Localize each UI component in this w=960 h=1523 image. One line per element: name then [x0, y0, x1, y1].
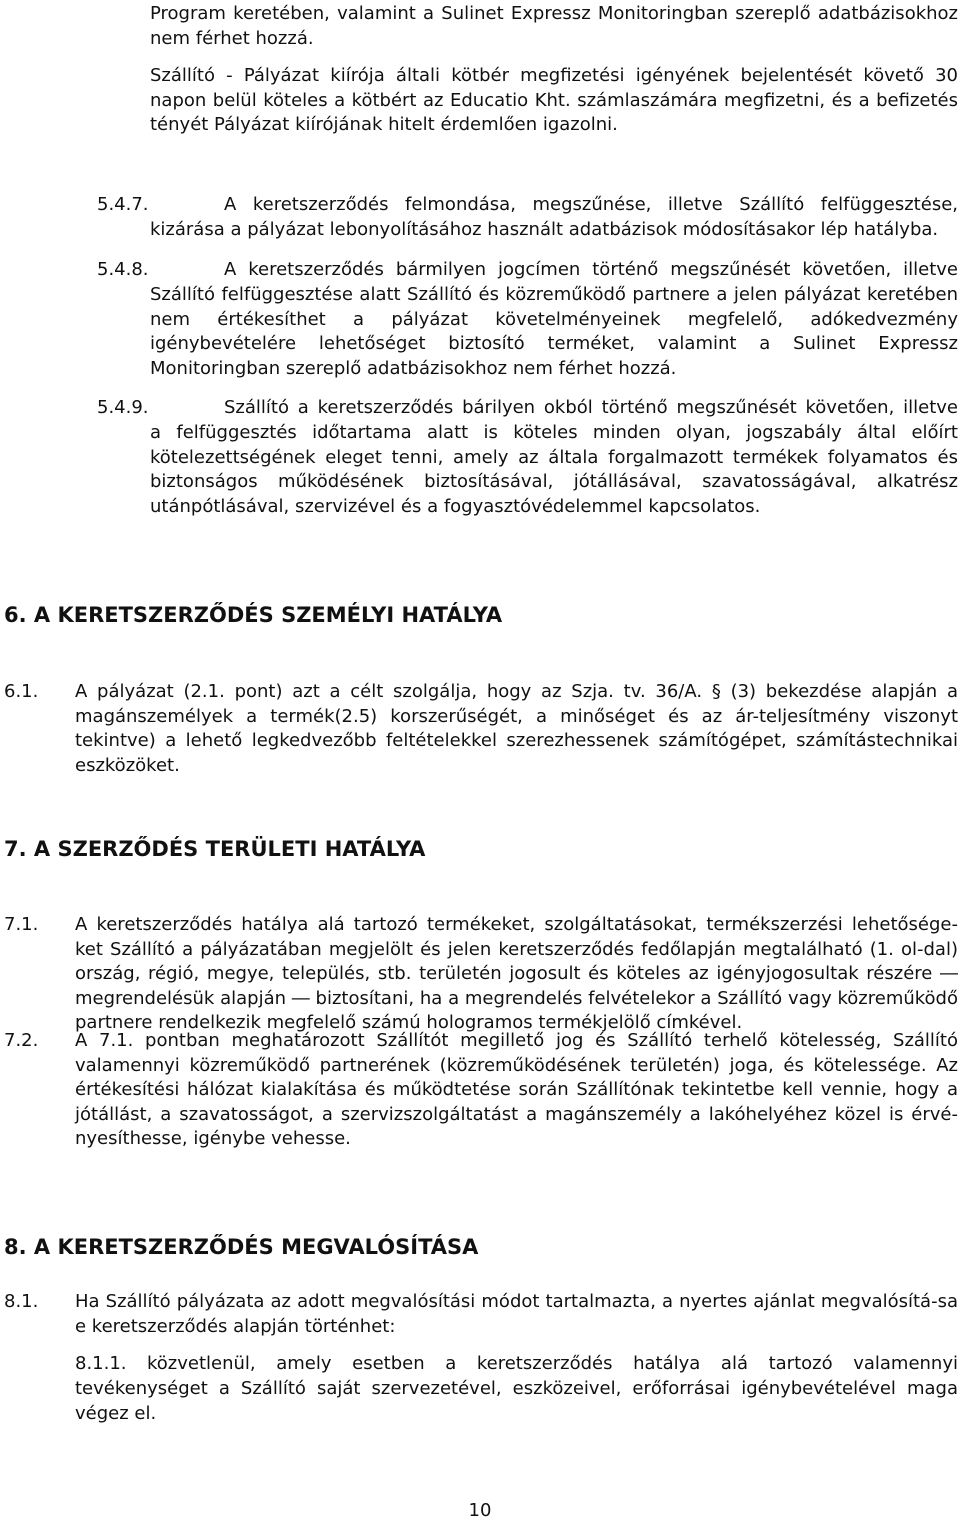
clause-number: 6.1. [4, 681, 39, 702]
subclause-lead: közvetlenül, amely esetben a keretszerződés hatálya alá tartozó valamennyi [147, 1353, 958, 1374]
paragraph-continuation: Program keretében, valamint a Sulinet Expressz Monitoringban szereplő adatbázisokhoz nem férhet hozzá. [150, 3, 958, 49]
page-number: 10 [468, 1500, 492, 1521]
section-heading: 7. A SZERZŐDÉS TERÜLETI HATÁLYA [4, 837, 426, 861]
clause-body: A keretszerződés hatálya alá tartozó termékeket, szolgáltatásokat, termékszerzési lehetősége-ket Szállító a pályázatában megjelölt és jelen keretszerződés fedőlapján megtalálható (1. ol-dal) ország, régió, megye, település, stb. területén jogosult és köteles az igényjogosultak részére ― megrendelésük alapján ― biztosítani, ha a megrendelés felvételekor a Szállító vagy közreműködő partnere rendelkezik megfelelő számú hologramos termékjelölő címkével. [75, 914, 958, 1033]
clause-body: A pályázat (2.1. pont) azt a célt szolgálja, hogy az Szja. tv. 36/A. § (3) bekezdése alapján a magánszemélyek a termék(2.5) korszerűségét, a minőséget és az ár-teljesítmény viszonyt tekintve) a lehető legkedvezőbb feltételekkel szerezhessenek számítógépet, számítástechnikai eszközöket. [75, 681, 958, 776]
subclause-body: tevékenységet a Szállító saját szervezetével, eszközeivel, erőforrásai igénybevételével maga végez el. [75, 1378, 958, 1424]
item-lead: Szállító a keretszerződés bárilyen okból történő megszűnését követően, illetve [224, 397, 958, 418]
subclause-number: 8.1.1. [75, 1353, 127, 1374]
clause-number: 7.1. [4, 914, 39, 935]
section-heading: 6. A KERETSZERZŐDÉS SZEMÉLYI HATÁLYA [4, 603, 503, 627]
item-number: 5.4.7. [97, 194, 149, 215]
item-lead: A keretszerződés bármilyen jogcímen történő megszűnését követően, illetve [224, 259, 958, 280]
item-body: kizárása a pályázat lebonyolításához használt adatbázisok módosításakor lép hatályba. [150, 219, 939, 240]
clause-number: 8.1. [4, 1291, 39, 1312]
section-heading: 8. A KERETSZERZŐDÉS MEGVALÓSÍTÁSA [4, 1235, 479, 1259]
clause-body: Ha Szállító pályázata az adott megvalósítási módot tartalmazta, a nyertes ajánlat megvalósítá-sa e keretszerződés alapján történhet: [75, 1291, 958, 1337]
clause-number: 7.2. [4, 1030, 39, 1051]
paragraph-kotber: Szállító - Pályázat kiírója általi kötbér megfizetési igényének bejelentését követő 30 napon belül köteles a kötbért az Educatio Kht. számlaszámára megfizetni, és a befizetés tényét Pályázat kiírójának hitelt érdemlően igazolni. [150, 65, 958, 135]
item-body: Szállító felfüggesztése alatt Szállító és közreműködő partnere a jelen pályázat keretében nem értékesíthet a pályázat követelményeinek megfelelő, adókedvezmény igénybevételére lehetőséget biztosító terméket, valamint a Sulinet Expressz Monitoringban szereplő adatbázisokhoz nem férhet hozzá. [150, 284, 958, 379]
clause-body: A 7.1. pontban meghatározott Szállítót megillető jog és Szállító terhelő kötelesség, Szállító valamennyi közreműködő partnerének (közreműködésének területén) joga, és kötelessége. Az értékesítési hálózat kialakítása és működtetése során Szállítónak tekintetbe kell vennie, hogy a jótállást, a szavatosságot, a szervizszolgáltatást a magánszemély a lakóhelyéhez közel is érvé-nyesíthesse, igénybe vehesse. [75, 1030, 958, 1149]
item-lead: A keretszerződés felmondása, megszűnése, illetve Szállító felfüggesztése, [224, 194, 958, 215]
item-body: a felfüggesztés időtartama alatt is köteles minden olyan, jogszabály által előírt kötelezettségének eleget tenni, amely az általa forgalmazott termékek folyamatos és biztonságos működésének biztosításával, jótállásával, szavatosságával, alkatrész utánpótlásával, szervizével és a fogyasztóvédelemmel kapcsolatos. [150, 422, 958, 517]
item-number: 5.4.9. [97, 397, 149, 418]
item-number: 5.4.8. [97, 259, 149, 280]
